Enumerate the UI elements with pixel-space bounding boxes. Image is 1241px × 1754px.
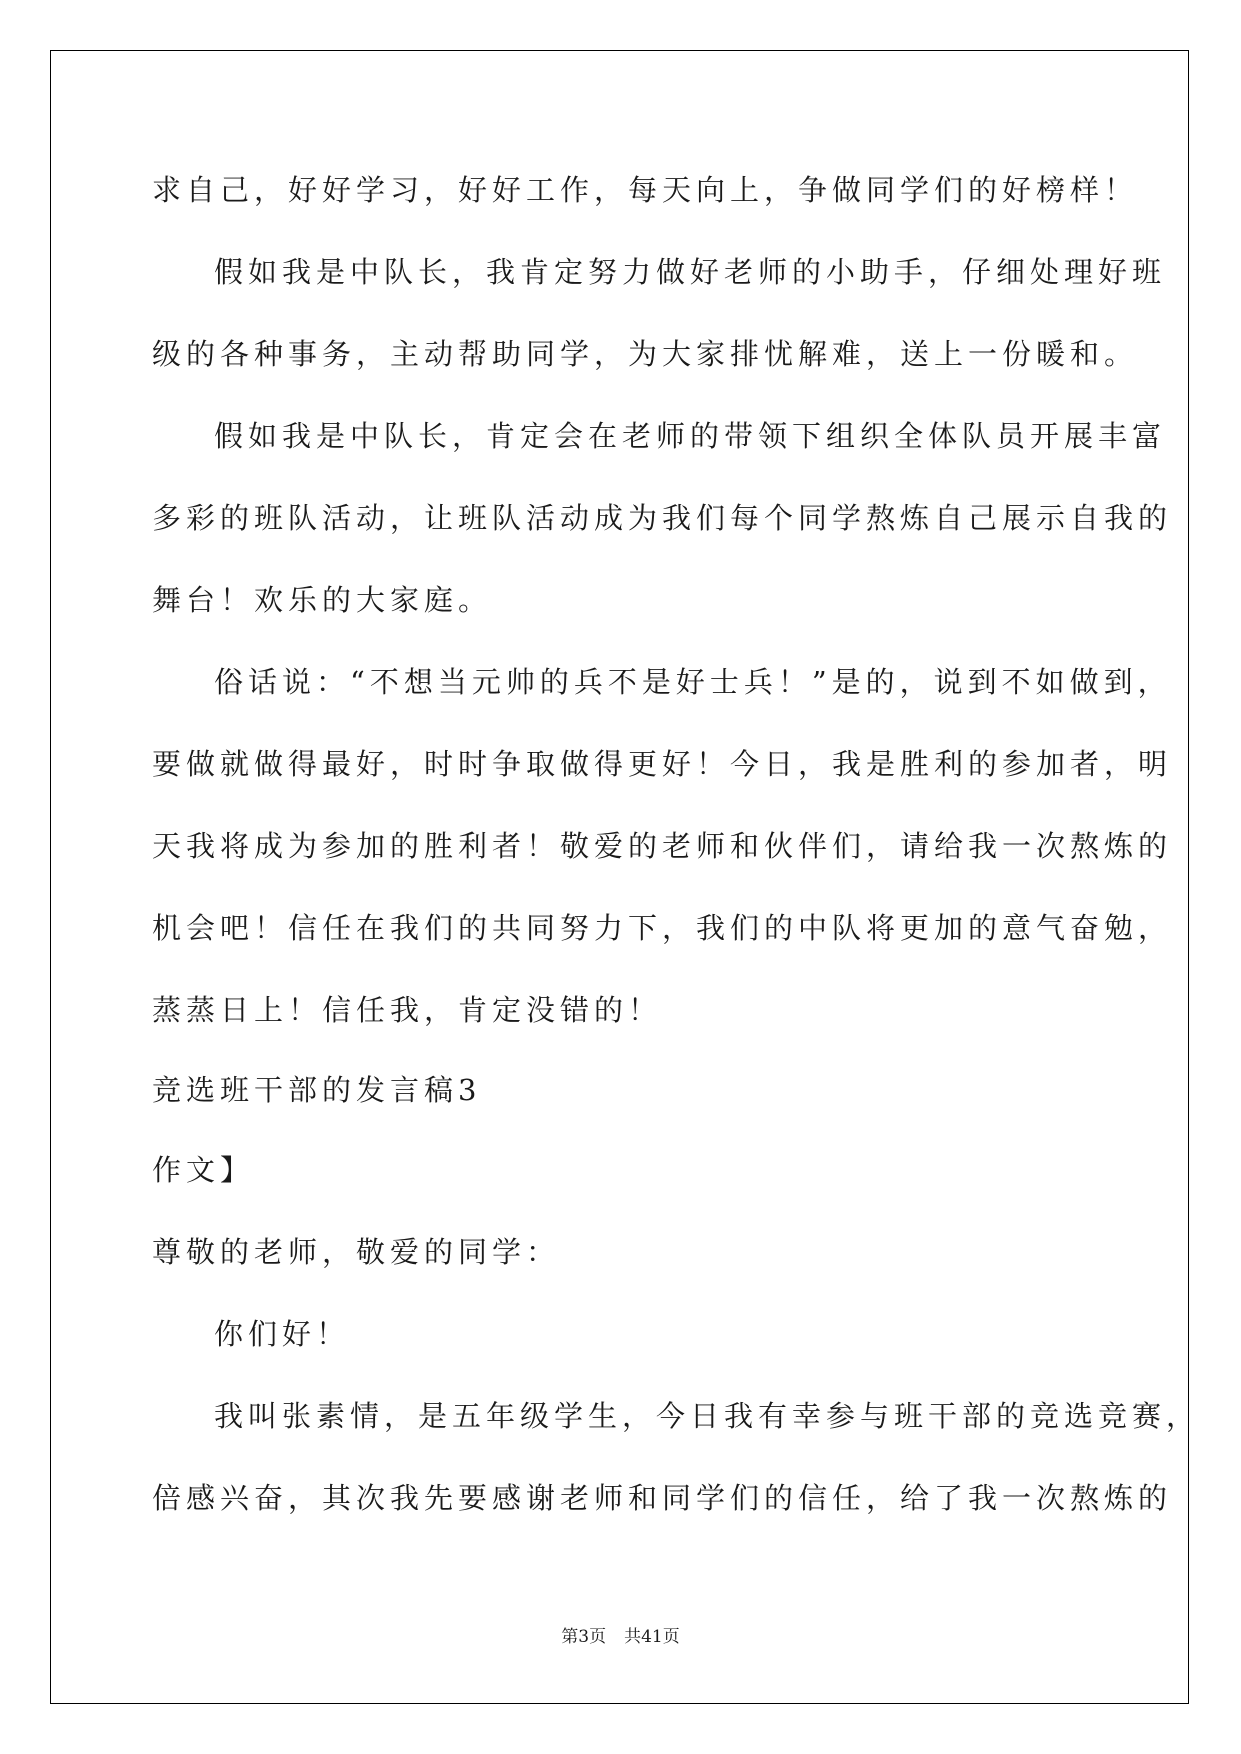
text-line: 要做就做得最好，时时争取做得更好！今日，我是胜利的参加者，明 [152,747,1173,781]
page-total: 共41页 [624,1627,680,1647]
text-line: 俗话说：“不想当元帅的兵不是好士兵！”是的，说到不如做到， [214,665,1172,699]
text-line: 蒸蒸日上！信任我，肯定没错的！ [152,993,663,1027]
page-number: 第3页 [561,1627,607,1647]
text-line: 假如我是中队长，肯定会在老师的带领下组织全体队员开展丰富 [214,419,1167,453]
page-footer [0,1625,1241,1649]
text-line: 作文】 [152,1153,255,1187]
text-line: 机会吧！信任在我们的共同努力下，我们的中队将更加的意气奋勉， [152,911,1173,945]
section-heading: 竞选班干部的发言稿3 [152,1073,482,1107]
text-line: 求自己，好好学习，好好工作，每天向上，争做同学们的好榜样！ [152,173,1139,207]
page-border [50,50,1189,1704]
salutation: 尊敬的老师，敬爱的同学： [152,1235,561,1269]
text-line: 舞台！欢乐的大家庭。 [152,583,493,617]
text-line: 多彩的班队活动，让班队活动成为我们每个同学熬炼自己展示自我的 [152,501,1173,535]
text-line: 倍感兴奋，其次我先要感谢老师和同学们的信任，给了我一次熬炼的 [152,1481,1173,1515]
text-line: 我叫张素情，是五年级学生，今日我有幸参与班干部的竞选竞赛， [214,1399,1201,1433]
text-line: 假如我是中队长，我肯定努力做好老师的小助手，仔细处理好班 [214,255,1167,289]
text-line: 天我将成为参加的胜利者！敬爱的老师和伙伴们，请给我一次熬炼的 [152,829,1173,863]
text-line: 级的各种事务，主动帮助同学，为大家排忧解难，送上一份暖和。 [152,337,1139,371]
greeting: 你们好！ [214,1317,351,1351]
